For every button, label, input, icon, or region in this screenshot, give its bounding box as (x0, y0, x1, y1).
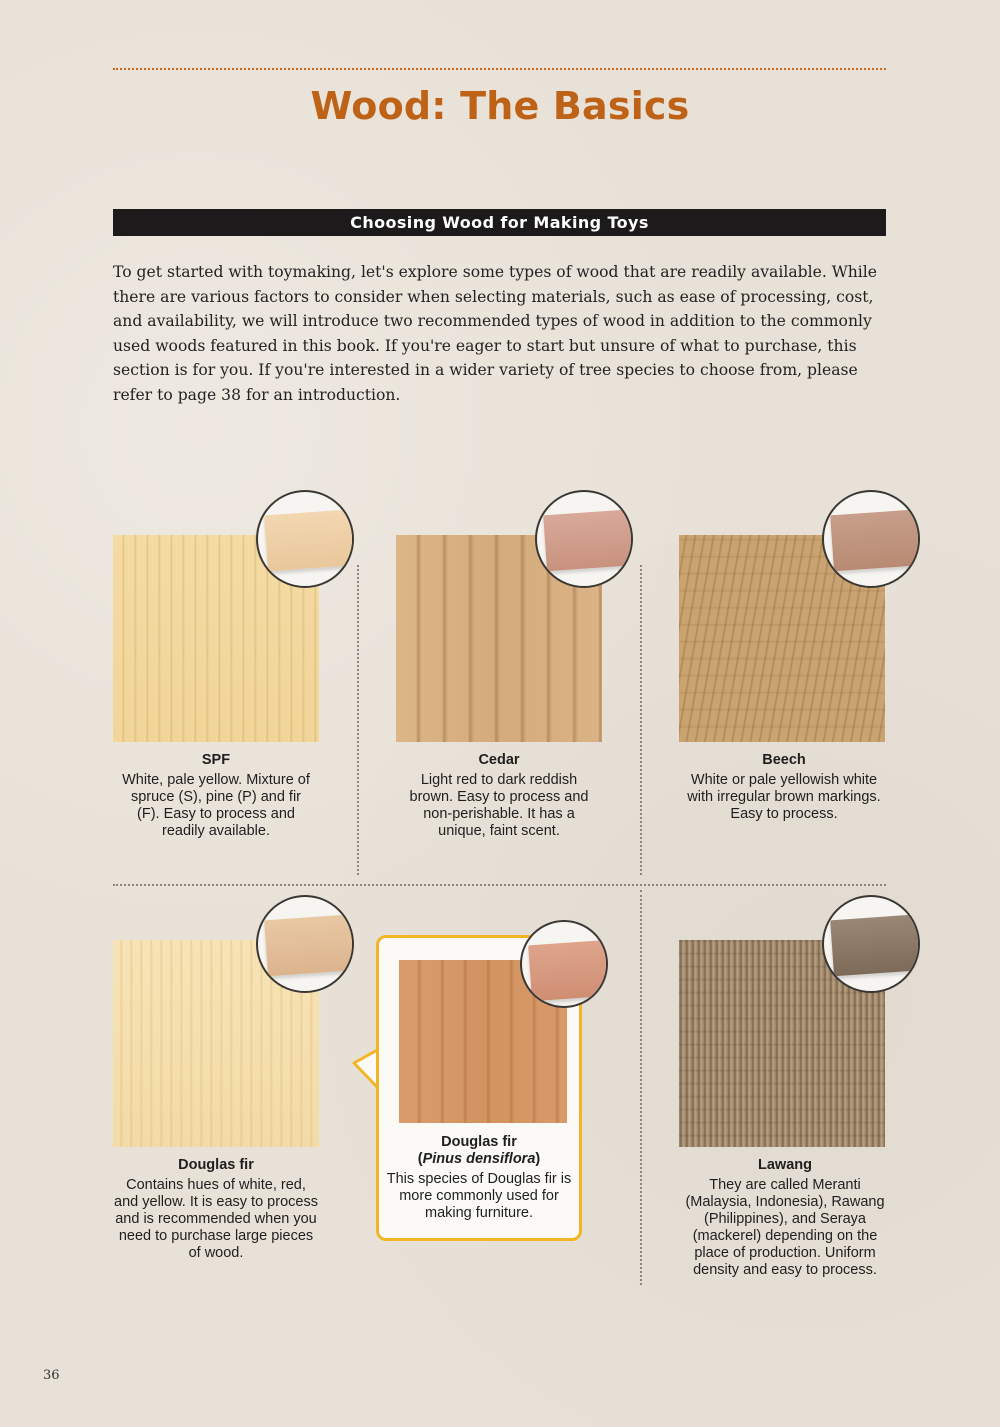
lawang-name: Lawang (758, 1157, 812, 1173)
cedar-description: Light red to dark reddish brown. Easy to process and non-perishable. It has a unique, faint scent. (409, 772, 589, 839)
pinus-densiflora-latin: (Pinus densiflora) (417, 1151, 541, 1167)
lawang-board-closeup (822, 895, 920, 993)
divider-vertical-3 (640, 890, 642, 1285)
cedar-label (398, 752, 600, 840)
divider-vertical-2 (640, 565, 642, 875)
pinus-densiflora-board-closeup (520, 920, 608, 1008)
beech-description: White or pale yellowish white with irregular brown markings. Easy to process. (687, 772, 881, 822)
page-number: 36 (43, 1368, 60, 1383)
spf-label (118, 752, 314, 840)
lawang-description: They are called Meranti (Malaysia, Indonesia), Rawang (Philippines), and Seraya (mackerel) depending on the place of production. Uniform density and easy to process. (685, 1177, 885, 1278)
douglas-fir-description: Contains hues of white, red, and yellow. It is easy to process and is recommended when you need to purchase large pieces of wood. (114, 1177, 318, 1261)
pinus-densiflora-label (384, 1134, 574, 1222)
page-title: Wood: The Basics (310, 84, 690, 128)
pinus-densiflora-name: Douglas fir (441, 1134, 517, 1150)
top-divider (113, 68, 886, 70)
spf-name: SPF (201, 752, 231, 768)
cedar-name: Cedar (478, 752, 520, 768)
divider-vertical-1 (357, 565, 359, 875)
douglas-fir-name: Douglas fir (178, 1157, 254, 1173)
beech-label (679, 752, 889, 823)
douglas-fir-board-closeup (256, 895, 354, 993)
section-heading: Choosing Wood for Making Toys (113, 209, 886, 236)
spf-description: White, pale yellow. Mixture of spruce (S), pine (P) and fir (F). Easy to process and readily available. (122, 772, 310, 839)
divider-horizontal (113, 884, 886, 886)
pinus-densiflora-description: This species of Douglas fir is more commonly used for making furniture. (386, 1171, 572, 1221)
spf-board-closeup (256, 490, 354, 588)
beech-board-closeup (822, 490, 920, 588)
lawang-label (676, 1157, 894, 1279)
intro-paragraph: To get started with toymaking, let's explore some types of wood that are readily available. While there are various factors to consider when selecting materials, such as ease of processing, cost, and availability, we will introduce two recommended types of wood in addition to the commonly used woods featured in this book. If you're eager to start but unsure of what to purchase, this section is for you. If you're interested in a wider variety of tree species to choose from, please refer to page 38 for an introduction. (113, 263, 878, 404)
cedar-board-closeup (535, 490, 633, 588)
douglas-fir-label (113, 1157, 319, 1262)
beech-name: Beech (762, 752, 806, 768)
